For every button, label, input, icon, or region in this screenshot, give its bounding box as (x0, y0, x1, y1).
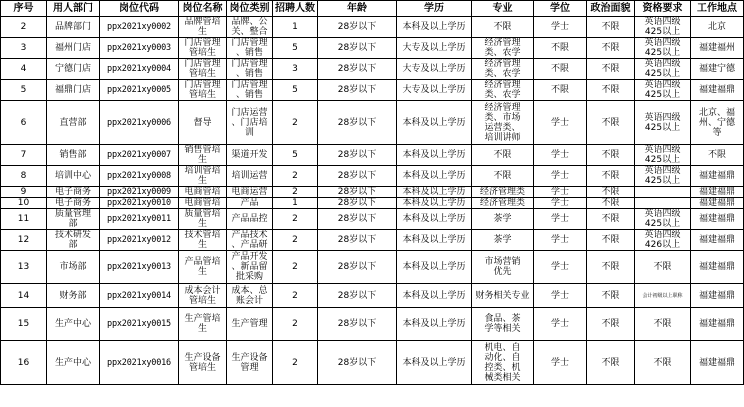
cell-no: 13 (1, 251, 47, 284)
cell-no: 5 (1, 80, 47, 101)
cell-politics: 不限 (587, 101, 635, 145)
table-row (1, 59, 744, 80)
cell-loc: 福建福鼎 (691, 284, 744, 308)
cell-dept: 电子商务 (47, 198, 100, 209)
cell-degree: 学士 (534, 17, 587, 38)
cell-code: ppx2021xy0007 (100, 145, 179, 166)
cell-degree: 学士 (534, 308, 587, 341)
cell-title: 督导 (179, 101, 227, 145)
table-body (1, 17, 744, 385)
cell-major: 经济管理 类、农学 (472, 38, 534, 59)
cell-req: 英语四级 425以上 (635, 145, 691, 166)
table-row (1, 308, 744, 341)
table-row (1, 17, 744, 38)
cell-politics: 不限 (587, 38, 635, 59)
cell-politics: 不限 (587, 17, 635, 38)
cell-edu: 大专及以上学历 (397, 80, 472, 101)
cell-age: 28岁以下 (318, 101, 397, 145)
cell-code: ppx2021xy0003 (100, 38, 179, 59)
cell-politics: 不限 (587, 59, 635, 80)
cell-politics: 不限 (587, 209, 635, 230)
cell-politics: 不限 (587, 145, 635, 166)
cell-req: 英语四级 425以上 (635, 38, 691, 59)
cell-category: 产品技术 、产品研 (227, 230, 273, 251)
cell-req: 不限 (635, 251, 691, 284)
cell-count: 2 (273, 166, 318, 187)
cell-dept: 宁德门店 (47, 59, 100, 80)
cell-title: 质量管培 生 (179, 209, 227, 230)
cell-title: 销售管培 生 (179, 145, 227, 166)
cell-title: 门店管理 管培生 (179, 38, 227, 59)
cell-category: 产品 (227, 198, 273, 209)
cell-degree: 学士 (534, 341, 587, 385)
cell-dept: 福鼎门店 (47, 80, 100, 101)
cell-degree: 学士 (534, 209, 587, 230)
cell-age: 28岁以下 (318, 17, 397, 38)
cell-req (635, 198, 691, 209)
cell-major: 茶学 (472, 230, 534, 251)
cell-edu: 本科及以上学历 (397, 341, 472, 385)
cell-dept: 直营部 (47, 101, 100, 145)
cell-loc: 福建福鼎 (691, 80, 744, 101)
cell-req: 英语四级 426以上 (635, 230, 691, 251)
header-cell: 资格要求 (635, 1, 691, 17)
cell-loc: 福建福鼎 (691, 341, 744, 385)
cell-code: ppx2021xy0002 (100, 17, 179, 38)
cell-edu: 本科及以上学历 (397, 187, 472, 198)
cell-no: 12 (1, 230, 47, 251)
cell-age: 28岁以下 (318, 209, 397, 230)
cell-code: ppx2021xy0014 (100, 284, 179, 308)
cell-req: 英语四级 425以上 (635, 101, 691, 145)
table-row (1, 230, 744, 251)
cell-age: 28岁以下 (318, 230, 397, 251)
cell-dept: 技术研发 部 (47, 230, 100, 251)
cell-age: 28岁以下 (318, 308, 397, 341)
cell-degree: 学士 (534, 198, 587, 209)
cell-age: 28岁以下 (318, 284, 397, 308)
cell-code: ppx2021xy0011 (100, 209, 179, 230)
header-row (1, 1, 744, 17)
table-row (1, 198, 744, 209)
cell-edu: 本科及以上学历 (397, 251, 472, 284)
cell-age: 28岁以下 (318, 198, 397, 209)
cell-code: ppx2021xy0008 (100, 166, 179, 187)
table-row (1, 101, 744, 145)
cell-category: 电商运营 (227, 187, 273, 198)
cell-code: ppx2021xy0015 (100, 308, 179, 341)
cell-politics: 不限 (587, 80, 635, 101)
cell-count: 2 (273, 187, 318, 198)
cell-degree: 学士 (534, 187, 587, 198)
cell-title: 技术管培 生 (179, 230, 227, 251)
header-cell: 岗位类别 (227, 1, 273, 17)
cell-loc: 福建福鼎 (691, 308, 744, 341)
cell-no: 6 (1, 101, 47, 145)
cell-req: 不限 (635, 308, 691, 341)
table-row (1, 209, 744, 230)
cell-no: 10 (1, 198, 47, 209)
cell-count: 2 (273, 230, 318, 251)
header-cell: 岗位代码 (100, 1, 179, 17)
cell-title: 培训管培 生 (179, 166, 227, 187)
table-row (1, 145, 744, 166)
cell-req: 英语四级 425以上 (635, 17, 691, 38)
header-cell: 年龄 (318, 1, 397, 17)
cell-dept: 销售部 (47, 145, 100, 166)
cell-edu: 本科及以上学历 (397, 101, 472, 145)
cell-code: ppx2021xy0004 (100, 59, 179, 80)
cell-count: 5 (273, 80, 318, 101)
cell-category: 培训运营 (227, 166, 273, 187)
cell-req: 会计初级以上职称 (635, 284, 691, 308)
cell-code: ppx2021xy0016 (100, 341, 179, 385)
cell-count: 2 (273, 308, 318, 341)
header-cell: 专业 (472, 1, 534, 17)
cell-req: 英语四级 425以上 (635, 166, 691, 187)
cell-no: 14 (1, 284, 47, 308)
header-cell: 用人部门 (47, 1, 100, 17)
table-row (1, 251, 744, 284)
cell-edu: 本科及以上学历 (397, 145, 472, 166)
cell-loc: 福建福鼎 (691, 209, 744, 230)
cell-age: 28岁以下 (318, 166, 397, 187)
cell-category: 门店管理 、销售 (227, 38, 273, 59)
cell-politics: 不限 (587, 198, 635, 209)
cell-loc: 福建福鼎 (691, 230, 744, 251)
cell-dept: 福州门店 (47, 38, 100, 59)
cell-politics: 不限 (587, 284, 635, 308)
cell-code: ppx2021xy0010 (100, 198, 179, 209)
cell-no: 7 (1, 145, 47, 166)
cell-major: 经济管理 类、农学 (472, 59, 534, 80)
cell-title: 品牌管培 生 (179, 17, 227, 38)
cell-req: 不限 (635, 341, 691, 385)
cell-count: 3 (273, 59, 318, 80)
cell-no: 2 (1, 17, 47, 38)
cell-edu: 本科及以上学历 (397, 308, 472, 341)
cell-count: 2 (273, 101, 318, 145)
cell-major: 机电、自 动化、自 控类、机 械类相关 (472, 341, 534, 385)
cell-count: 2 (273, 251, 318, 284)
cell-degree: 不限 (534, 38, 587, 59)
cell-dept: 财务部 (47, 284, 100, 308)
cell-degree: 学士 (534, 101, 587, 145)
cell-category: 门店运营 、门店培 训 (227, 101, 273, 145)
cell-no: 4 (1, 59, 47, 80)
cell-edu: 本科及以上学历 (397, 209, 472, 230)
header-cell: 政治面貌 (587, 1, 635, 17)
cell-dept: 生产中心 (47, 341, 100, 385)
cell-degree: 学士 (534, 230, 587, 251)
header-cell: 序号 (1, 1, 47, 17)
cell-edu: 大专及以上学历 (397, 59, 472, 80)
cell-dept: 电子商务 (47, 187, 100, 198)
cell-count: 1 (273, 17, 318, 38)
cell-politics: 不限 (587, 341, 635, 385)
cell-category: 生产设备 管理 (227, 341, 273, 385)
cell-no: 9 (1, 187, 47, 198)
cell-dept: 市场部 (47, 251, 100, 284)
cell-major: 经济管理 类、农学 (472, 80, 534, 101)
cell-count: 2 (273, 284, 318, 308)
cell-politics: 不限 (587, 187, 635, 198)
cell-major: 财务相关专业 (472, 284, 534, 308)
header-cell: 招聘人数 (273, 1, 318, 17)
cell-req (635, 187, 691, 198)
cell-edu: 本科及以上学历 (397, 17, 472, 38)
cell-title: 门店管理 管培生 (179, 80, 227, 101)
cell-title: 产品管培 生 (179, 251, 227, 284)
header-cell: 工作地点 (691, 1, 744, 17)
cell-degree: 学士 (534, 251, 587, 284)
cell-age: 28岁以下 (318, 145, 397, 166)
cell-category: 生产管理 (227, 308, 273, 341)
cell-edu: 大专及以上学历 (397, 38, 472, 59)
cell-degree: 不限 (534, 80, 587, 101)
cell-major: 不限 (472, 145, 534, 166)
cell-major: 茶学 (472, 209, 534, 230)
cell-major: 经济管理 类、市场 运营类、 培训讲师 (472, 101, 534, 145)
cell-loc: 福建福州 (691, 38, 744, 59)
cell-age: 28岁以下 (318, 251, 397, 284)
cell-category: 产品品控 (227, 209, 273, 230)
cell-loc: 福建福鼎 (691, 251, 744, 284)
cell-title: 成本会计 管培生 (179, 284, 227, 308)
cell-edu: 本科及以上学历 (397, 166, 472, 187)
cell-no: 16 (1, 341, 47, 385)
cell-age: 28岁以下 (318, 341, 397, 385)
cell-edu: 本科及以上学历 (397, 198, 472, 209)
cell-loc: 福建福鼎 (691, 198, 744, 209)
table-row (1, 341, 744, 385)
cell-age: 28岁以下 (318, 80, 397, 101)
cell-req: 英语四级 425以上 (635, 209, 691, 230)
cell-category: 品牌、公 关、整合 (227, 17, 273, 38)
cell-dept: 培训中心 (47, 166, 100, 187)
cell-title: 电商管培 (179, 198, 227, 209)
cell-code: ppx2021xy0012 (100, 230, 179, 251)
cell-age: 28岁以下 (318, 38, 397, 59)
cell-major: 经济管理类 (472, 187, 534, 198)
table-row (1, 284, 744, 308)
cell-degree: 学士 (534, 145, 587, 166)
cell-politics: 不限 (587, 251, 635, 284)
cell-no: 11 (1, 209, 47, 230)
cell-count: 2 (273, 209, 318, 230)
table-row (1, 80, 744, 101)
cell-degree: 不限 (534, 59, 587, 80)
cell-dept: 品牌部门 (47, 17, 100, 38)
cell-loc: 北京 (691, 17, 744, 38)
cell-category: 门店管理 、销售 (227, 59, 273, 80)
cell-edu: 本科及以上学历 (397, 230, 472, 251)
cell-code: ppx2021xy0013 (100, 251, 179, 284)
cell-major: 经济管理类 (472, 198, 534, 209)
cell-no: 3 (1, 38, 47, 59)
cell-count: 1 (273, 198, 318, 209)
cell-major: 不限 (472, 17, 534, 38)
header-cell: 学历 (397, 1, 472, 17)
cell-loc: 北京、福 州、宁德 等 (691, 101, 744, 145)
cell-degree: 学士 (534, 166, 587, 187)
cell-code: ppx2021xy0006 (100, 101, 179, 145)
cell-no: 15 (1, 308, 47, 341)
cell-politics: 不限 (587, 230, 635, 251)
cell-major: 不限 (472, 166, 534, 187)
cell-count: 5 (273, 38, 318, 59)
cell-dept: 质量管理 部 (47, 209, 100, 230)
cell-count: 5 (273, 145, 318, 166)
cell-age: 28岁以下 (318, 187, 397, 198)
cell-loc: 福建福鼎 (691, 187, 744, 198)
cell-code: ppx2021xy0005 (100, 80, 179, 101)
cell-loc: 福建福鼎 (691, 166, 744, 187)
cell-title: 门店管理 管培生 (179, 59, 227, 80)
cell-category: 产品开发 、新品留 批采购 (227, 251, 273, 284)
cell-loc: 福建宁德 (691, 59, 744, 80)
cell-age: 28岁以下 (318, 59, 397, 80)
table-row (1, 187, 744, 198)
cell-politics: 不限 (587, 166, 635, 187)
cell-title: 生产管培 生 (179, 308, 227, 341)
cell-req: 英语四级 425以上 (635, 80, 691, 101)
cell-dept: 生产中心 (47, 308, 100, 341)
cell-loc: 不限 (691, 145, 744, 166)
cell-major: 市场营销 优先 (472, 251, 534, 284)
cell-category: 成本、总 账会计 (227, 284, 273, 308)
cell-major: 食品、茶 学等相关 (472, 308, 534, 341)
cell-code: ppx2021xy0009 (100, 187, 179, 198)
cell-count: 2 (273, 341, 318, 385)
cell-degree: 学士 (534, 284, 587, 308)
cell-edu: 本科及以上学历 (397, 284, 472, 308)
cell-no: 8 (1, 166, 47, 187)
header-cell: 岗位名称 (179, 1, 227, 17)
header-cell: 学位 (534, 1, 587, 17)
cell-title: 生产设备 管培生 (179, 341, 227, 385)
cell-req: 英语四级 425以上 (635, 59, 691, 80)
cell-title: 电商管培 (179, 187, 227, 198)
table-row (1, 38, 744, 59)
table-row (1, 166, 744, 187)
cell-category: 渠道开发 (227, 145, 273, 166)
cell-politics: 不限 (587, 308, 635, 341)
cell-category: 门店管理 、销售 (227, 80, 273, 101)
